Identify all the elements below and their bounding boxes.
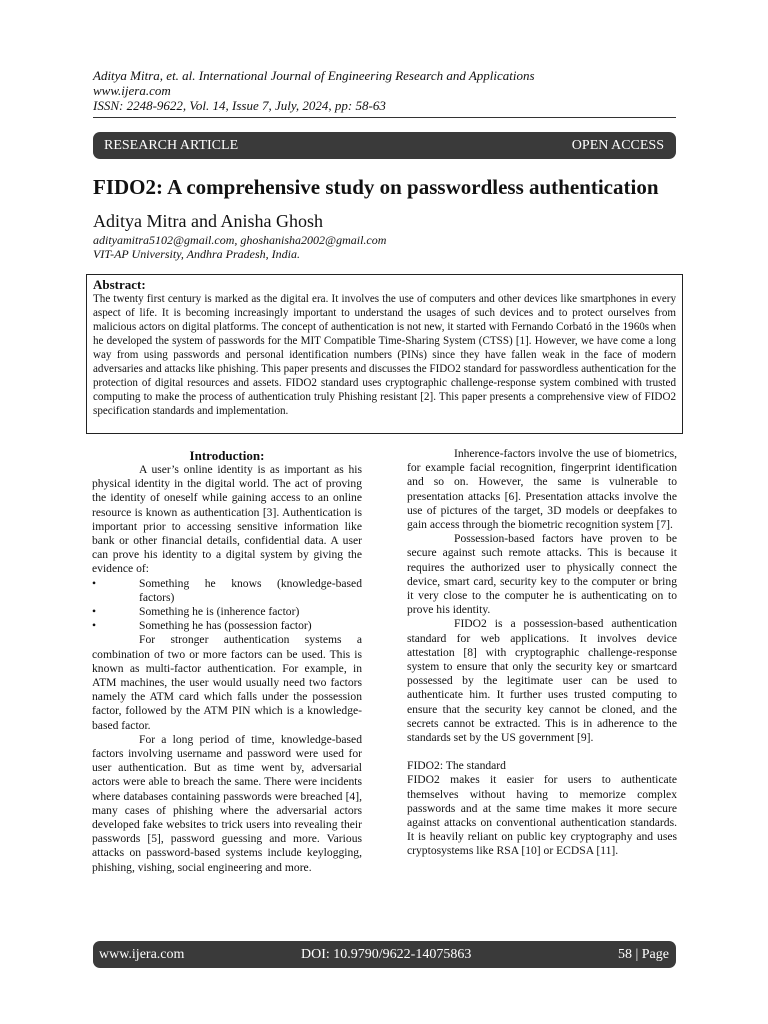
abstract-text: The twenty first century is marked as the digital era. It involves the use of computers and other devices like smartphones in every aspect of life. It is becoming increasingly important to understand the usages of such devices and to protect ourselves from malicious actors on digital platforms. The concept of authentication is not new, it started with Fernando Corbató in the 1960s when he developed the system of passwords for the MIT Compatible Time-Sharing System (CTSS) [1]. However, we have come a long way from using passwords and personal identification numbers (PINs) since they have fallen weak in the face of modern adversaries and attacks like phishing. This paper presents and discusses the FIDO2 standard for passwordless authentication for the protection of digital resources and assets. FIDO2 standard uses cryptographic challenge-response system combined with trusted computing to make the process of authentication truly Phishing resistant [2]. This paper presents a comprehensive view of FIDO2 specification standards and implementation.: [93, 293, 676, 417]
list-item: [92, 619, 362, 633]
bullet-icon: •: [92, 576, 97, 590]
list-item-text: Something he knows (knowledge-based factors): [139, 576, 362, 604]
paper-authors: Aditya Mitra and Anisha Ghosh: [93, 211, 323, 231]
header-divider: [93, 117, 676, 118]
list-item: [92, 605, 362, 619]
paragraph-spacer: [407, 745, 677, 759]
journal-header: [93, 68, 683, 113]
list-item-text: Something he is (inherence factor): [139, 605, 300, 619]
fido2-paragraph: FIDO2 is a possession-based authentication standard for web applications. It involves device attestation [8] with cryptographic challenge-response system to ensure that only the security key or smartcard possessed by the legitimate user can be used to authenticate him. It further uses trusted computing to ensure that the security key cannot be cloned, and the secrets cannot be extracted. This is in adherence to the standards set by the US government [9].: [407, 617, 677, 745]
introduction-heading: Introduction:: [189, 448, 265, 463]
article-type-label: RESEARCH ARTICLE: [104, 138, 239, 153]
open-access-label: OPEN ACCESS: [571, 138, 664, 153]
right-column: [407, 447, 677, 859]
intro-paragraph-1: A user’s online identity is as important as his physical identity in the digital world. The act of proving the identity of oneself while gaining access to an online resource is known as authentication [3]. Authentication is important prior to accessing sensitive information like bank or other financial details, confidential data. A user can prove his identity to a digital system by giving the evidence of:: [92, 463, 362, 576]
article-banner: [93, 132, 676, 159]
page-number: 58 | Page: [617, 947, 669, 962]
inherence-paragraph: Inherence-factors involve the use of biometrics, for example facial recognition, fingerprint identification and so on. However, the same is vulnerable to presentation attacks [6]. Presentation attacks involve the use of pictures of the target, 3D models or deepfakes to gain access through the biometric recognition system [7].: [407, 447, 677, 532]
list-item-text: Something he has (possession factor): [139, 619, 312, 633]
intro-paragraph-2: For stronger authentication systems a combination of two or more factors can be used. This is known as multi-factor authentication. For example, in ATM machines, the user would usually need two factors namely the ATM card which falls under the possession factor, followed by the ATM PIN which is a knowledge-based factor.: [92, 633, 362, 732]
footer-doi[interactable]: DOI: 10.9790/9622-14075863: [301, 947, 472, 962]
standard-paragraph: FIDO2 makes it easier for users to authenticate themselves without having to memorize complex passwords and at the same time makes it more secure against attacks on conventional authentication standards. It is heavily reliant on public key cryptography and uses cryptosystems like RSA [10] or ECDSA [11].: [407, 773, 677, 858]
footer-website[interactable]: www.ijera.com: [99, 947, 185, 962]
abstract-heading: Abstract:: [93, 277, 146, 292]
left-column: [92, 448, 362, 875]
standard-subheading: FIDO2: The standard: [407, 759, 506, 773]
journal-citation: Aditya Mitra, et. al. International Journal of Engineering Research and Applications: [93, 68, 535, 83]
journal-issn: ISSN: 2248-9622, Vol. 14, Issue 7, July, 2024, pp: 58-63: [93, 98, 386, 113]
author-affiliation: VIT-AP University, Andhra Pradesh, India.: [93, 247, 300, 261]
bullet-icon: •: [92, 619, 97, 633]
bullet-icon: •: [92, 605, 97, 619]
journal-website[interactable]: www.ijera.com: [93, 83, 171, 98]
abstract-box: [86, 274, 683, 434]
possession-paragraph: Possession-based factors have proven to be secure against such remote attacks. This is because it requires the authorized user to physically connect the device, smart card, security key to the computer or bring it very close to the computer he is authenticating on to prove his identity.: [407, 532, 677, 617]
paper-title: FIDO2: A comprehensive study on passwordless authentication: [93, 175, 659, 199]
page-footer: [93, 941, 676, 968]
author-emails[interactable]: adityamitra5102@gmail.com, ghoshanisha2002@gmail.com: [93, 233, 387, 247]
list-item: [92, 577, 362, 605]
intro-paragraph-3: For a long period of time, knowledge-based factors involving username and password were used for user authentication. But as time went by, adversarial actors were able to breach the same. There were incidents where databases containing passwords were breached [4], many cases of phishing where the adversarial actors developed fake websites to trick users into revealing their passwords [5], password guessing and more. Various attacks on password-based systems include keylogging, phishing, vishing, social engineering and more.: [92, 732, 362, 874]
